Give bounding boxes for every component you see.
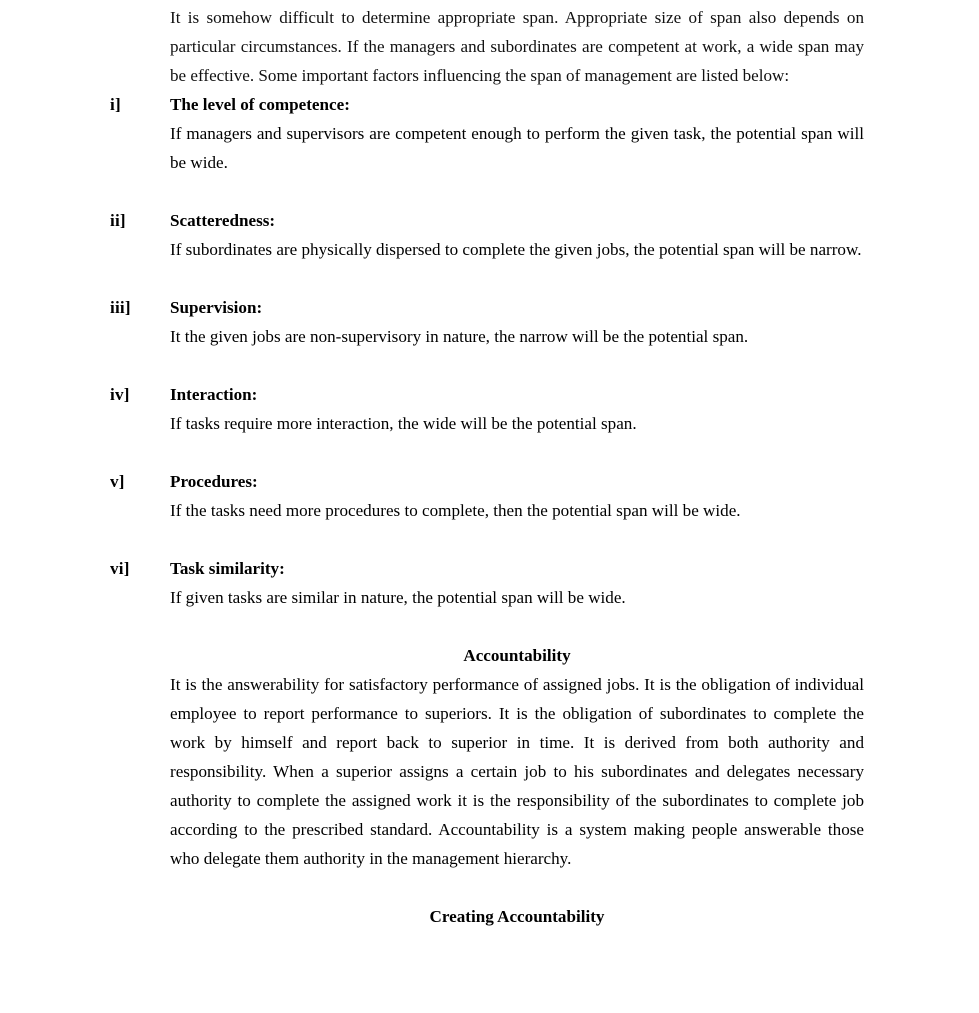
document-content	[110, 3, 864, 931]
list-item-title: Interaction:	[170, 385, 258, 404]
list-item-heading	[110, 206, 864, 235]
intro-paragraph: It is somehow difficult to determine appropriate span. Appropriate size of span also depends on particular circumstances. If the managers and subordinates are competent at work, a wide span may be effective. Some important factors influencing the span of management are listed below:	[170, 8, 864, 85]
list-item-spacer	[110, 351, 864, 380]
list-item	[110, 90, 864, 206]
list-item-heading	[110, 293, 864, 322]
list-item-marker: vi]	[110, 559, 130, 578]
section-spacer	[110, 612, 864, 641]
list-item-body: If subordinates are physically dispersed to complete the given jobs, the potential span will be narrow.	[170, 240, 862, 259]
creating-accountability-heading: Creating Accountability	[429, 907, 605, 926]
list-item-spacer	[110, 264, 864, 293]
list-item-title: Procedures:	[170, 472, 258, 491]
list-item	[110, 467, 864, 554]
list-item-title: Scatteredness:	[170, 211, 276, 230]
list-item-body: If tasks require more interaction, the wide will be the potential span.	[170, 414, 637, 433]
section-spacer-bottom	[110, 873, 864, 902]
accountability-heading: Accountability	[463, 646, 571, 665]
list-item-marker: iv]	[110, 385, 130, 404]
list-item-spacer	[110, 525, 864, 554]
list-item-heading	[110, 90, 864, 119]
list-item	[110, 380, 864, 467]
accountability-paragraph: It is the answerability for satisfactory performance of assigned jobs. It is the obligation of individual employee to report performance to superiors. It is the obligation of subordinates to complete the work by himself and report back to superior in time. It is derived from both authority and responsibility. When a superior assigns a certain job to his subordinates and delegates necessary authority to complete the assigned work it is the responsibility of the subordinates to complete job according to the prescribed standard. Accountability is a system making people answerable those who delegate them authority in the management hierarchy.	[170, 675, 864, 868]
list-item-heading	[110, 467, 864, 496]
list-item-marker: i]	[110, 95, 121, 114]
list-item-spacer	[110, 438, 864, 467]
list-item-heading	[110, 554, 864, 583]
list-item-spacer	[110, 177, 864, 206]
list-item-body: If given tasks are similar in nature, the potential span will be wide.	[170, 588, 626, 607]
list-item-body: If managers and supervisors are competent enough to perform the given task, the potential span will be wide.	[170, 124, 864, 172]
list-item-title: The level of competence:	[170, 95, 350, 114]
list-item-marker: iii]	[110, 298, 131, 317]
list-item	[110, 206, 864, 293]
span-factors-list	[110, 90, 864, 612]
list-item-body: It the given jobs are non-supervisory in nature, the narrow will be the potential span.	[170, 327, 749, 346]
list-item	[110, 293, 864, 380]
list-item-body: If the tasks need more procedures to complete, then the potential span will be wide.	[170, 501, 741, 520]
list-item-title: Task similarity:	[170, 559, 285, 578]
list-item-marker: ii]	[110, 211, 126, 230]
list-item	[110, 554, 864, 612]
list-item-heading	[110, 380, 864, 409]
list-item-title: Supervision:	[170, 298, 263, 317]
list-item-marker: v]	[110, 472, 125, 491]
